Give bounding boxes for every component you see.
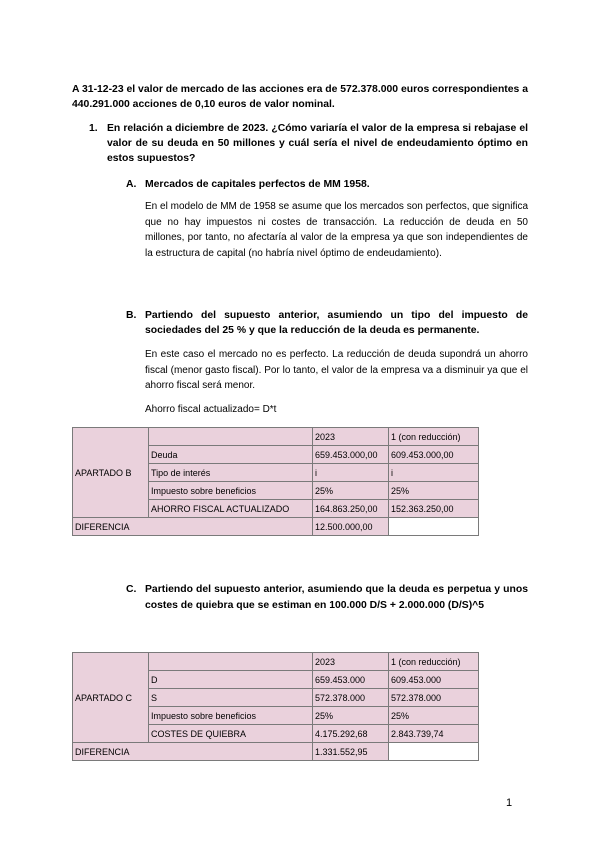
row-label: COSTES DE QUIEBRA	[149, 725, 313, 743]
row-label: S	[149, 689, 313, 707]
row-value-2023: i	[313, 464, 389, 482]
header-reduction-cell: 1 (con reducción)	[389, 653, 479, 671]
difference-row	[73, 743, 479, 761]
header-reduction-cell: 1 (con reducción)	[389, 428, 479, 446]
row-label: AHORRO FISCAL ACTUALIZADO	[149, 500, 313, 518]
row-value-reduction: 25%	[389, 482, 479, 500]
row-label: Deuda	[149, 446, 313, 464]
row-value-reduction: 609.453.000	[389, 671, 479, 689]
section-c-letter: C.	[126, 584, 137, 595]
question-1-text: En relación a diciembre de 2023. ¿Cómo variaría el valor de la empresa si rebajase el valor de su deuda en 50 millones y cuál sería el nivel de endeudamiento óptimo en estos supuestos?	[107, 123, 528, 164]
section-b-paragraph: En este caso el mercado no es perfecto. La reducción de deuda supondrá un ahorro fiscal (menor gasto fiscal). Por lo tanto, el valor de la empresa va a disminuir ya que el ahorro fiscal será menor.	[145, 349, 528, 391]
section-a-paragraph: En el modelo de MM de 1958 se asume que los mercados son perfectos, que significa que no hay impuestos ni costes de transacción. La reducción de deuda en 50 millones, por tanto, no afectaría al valor de la empresa ya que son independientes de la estructura de capital (no habría nivel óptimo de endeudamiento).	[145, 201, 528, 259]
row-value-reduction: 152.363.250,00	[389, 500, 479, 518]
table-header-row	[73, 428, 479, 446]
row-value-reduction: 572.378.000	[389, 689, 479, 707]
question-1-number: 1.	[89, 123, 98, 134]
difference-value: 1.331.552,95	[313, 743, 389, 761]
section-a-letter: A.	[126, 179, 137, 190]
section-b-formula: Ahorro fiscal actualizado= D*t	[145, 404, 277, 415]
group-label-cell: APARTADO B	[73, 428, 149, 518]
row-value-reduction: 609.453.000,00	[389, 446, 479, 464]
section-b-letter: B.	[126, 310, 137, 321]
row-label: Impuesto sobre beneficios	[149, 707, 313, 725]
row-value-2023: 4.175.292,68	[313, 725, 389, 743]
row-value-2023: 659.453.000	[313, 671, 389, 689]
row-value-reduction: i	[389, 464, 479, 482]
row-label: D	[149, 671, 313, 689]
row-value-reduction: 2.843.739,74	[389, 725, 479, 743]
difference-label: DIFERENCIA	[73, 743, 313, 761]
row-value-2023: 659.453.000,00	[313, 446, 389, 464]
section-b-heading: Partiendo del supuesto anterior, asumiendo un tipo del impuesto de sociedades del 25 % y que la reducción de la deuda es permanente.	[145, 310, 528, 336]
header-year-cell: 2023	[313, 428, 389, 446]
difference-empty-cell	[389, 518, 479, 536]
difference-empty-cell	[389, 743, 479, 761]
row-value-2023: 25%	[313, 707, 389, 725]
row-label: Tipo de interés	[149, 464, 313, 482]
header-empty-cell	[149, 653, 313, 671]
section-a-heading: Mercados de capitales perfectos de MM 1958.	[145, 179, 370, 190]
row-value-2023: 572.378.000	[313, 689, 389, 707]
row-label: Impuesto sobre beneficios	[149, 482, 313, 500]
difference-value: 12.500.000,00	[313, 518, 389, 536]
difference-row	[73, 518, 479, 536]
row-value-2023: 25%	[313, 482, 389, 500]
group-label-cell: APARTADO C	[73, 653, 149, 743]
header-year-cell: 2023	[313, 653, 389, 671]
row-value-reduction: 25%	[389, 707, 479, 725]
table-header-row	[73, 653, 479, 671]
table-apartado-c	[72, 652, 479, 761]
section-c-heading: Partiendo del supuesto anterior, asumiendo que la deuda es perpetua y unos costes de quiebra que se estiman en 100.000 D/S + 2.000.000 (D/S)^5	[145, 584, 528, 611]
difference-label: DIFERENCIA	[73, 518, 313, 536]
table-apartado-b	[72, 427, 479, 536]
page-number: 1	[506, 797, 513, 809]
row-value-2023: 164.863.250,00	[313, 500, 389, 518]
header-empty-cell	[149, 428, 313, 446]
intro-paragraph: A 31-12-23 el valor de mercado de las acciones era de 572.378.000 euros correspondientes a 440.291.000 acciones de 0,10 euros de valor nominal.	[72, 84, 528, 110]
